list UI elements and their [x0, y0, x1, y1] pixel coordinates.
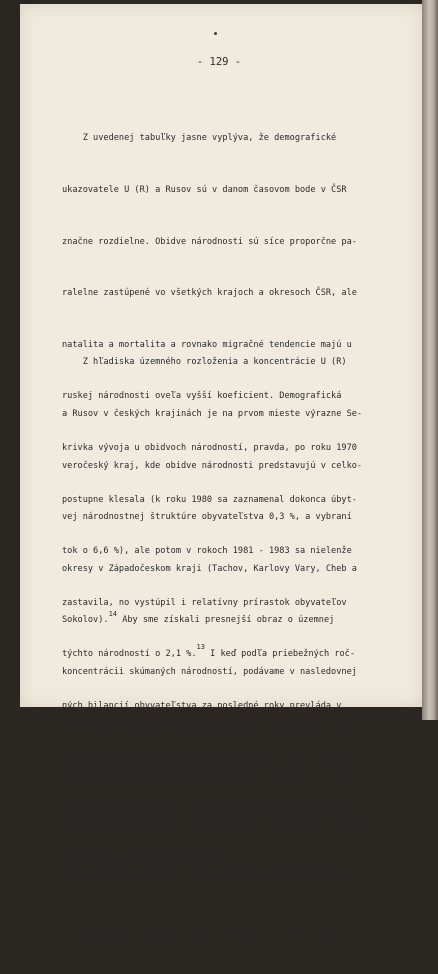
text-line: natalita a mortalita a rovnako migračné tendencie majú u — [62, 339, 352, 350]
text-line-with-footnote — [62, 609, 402, 629]
text-line: veročeský kraj, kde obidve národnosti predstavujú v celko- — [62, 460, 363, 471]
text-line: a Rusov v českých krajinách je na prvom mieste výrazne Se- — [62, 409, 363, 419]
text-fragment: Aby sme získali presnejší obraz o územnej — [117, 615, 335, 626]
text-line: ných bilancií obyvateľstva za posledné roky prevláda v — [62, 700, 342, 711]
footnote-marker-15: 15 — [362, 764, 371, 773]
page-number: - 129 - — [196, 56, 242, 68]
footnote-marker-14: 14 — [108, 609, 118, 618]
text-line: V tabuľke uvádzame však iba tie okresy, v ktorých z celkové- — [62, 821, 373, 832]
text-line: Z hľadiska územného rozloženia a koncentrácie U (R) — [62, 357, 347, 368]
text-line: zastavila, no vystúpil i relatívny prírastok obyvateľov — [62, 597, 347, 608]
text-line: krivka vývoja u obidvoch národností, pravda, po roku 1970 — [62, 442, 357, 453]
text-line: v národnostnej skladbe daného administratívneho celku: — [62, 924, 342, 935]
text-line: tabuľke prehľad za kraje a okresy, ako sa ony javia v bi- — [62, 718, 357, 729]
text-line: českých krajinách mierne prisťahovalectvo U (R) a Rusov, — [62, 752, 352, 763]
ink-speck — [214, 32, 217, 35]
text-fragment: I keď podľa priebežných roč- — [204, 649, 356, 660]
book-binding-edge — [422, 0, 438, 720]
text-line: tok o 6,6 %), ale potom v rokoch 1981 - 1983 sa nielenže — [62, 546, 352, 557]
text-line: ruskej národnosti oveľa vyšší koeficient. Demografická — [62, 391, 342, 402]
text-line: ukazovatele U (R) a Rusov sú v danom časovom bode v ČSR — [62, 185, 347, 195]
text-line: Z uvedenej tabuľky jasne vyplýva, že demografické — [62, 133, 337, 144]
text-line: okresy v Západočeskom kraji (Tachov, Karlovy Vary, Cheb a — [62, 563, 357, 574]
text-line-with-footnote — [62, 764, 402, 784]
text-line: ralelne zastúpené vo všetkých krajoch a okresoch ČSR, ale — [62, 288, 357, 299]
text-line: vej národnostnej štruktúre obyvateľstva 0,3 %, a vybraní — [62, 512, 352, 523]
text-line: koncentrácii skúmaných národností, podávame v nasledovnej — [62, 666, 357, 677]
footnote-marker-13: 13 — [196, 643, 205, 652]
text-line: ho úhrnu obyvateľstva U (R) a Rusi presahujú 0,2 % podielu — [62, 873, 363, 884]
text-fragment: Sokolov). — [62, 615, 109, 626]
text-line: postupne klesala (k roku 1980 sa zaznamenal dokonca úbyt- — [62, 494, 357, 505]
paragraph-2 — [62, 320, 402, 974]
text-fragment: týchto národností o 2,1 %. — [62, 649, 197, 660]
text-line: značne rozdielne. Obidve národnosti sú síce proporčne pa- — [62, 236, 357, 247]
text-fragment: lancii obyvateľstva podľa národností v ČSR k 31. 12. 1983. — [62, 770, 363, 781]
text-line: v dlhodobejšom priemere u obidvoch národností prevažuje — [62, 804, 347, 815]
text-line: negatívne pasívne migračné saldo. — [62, 855, 233, 866]
